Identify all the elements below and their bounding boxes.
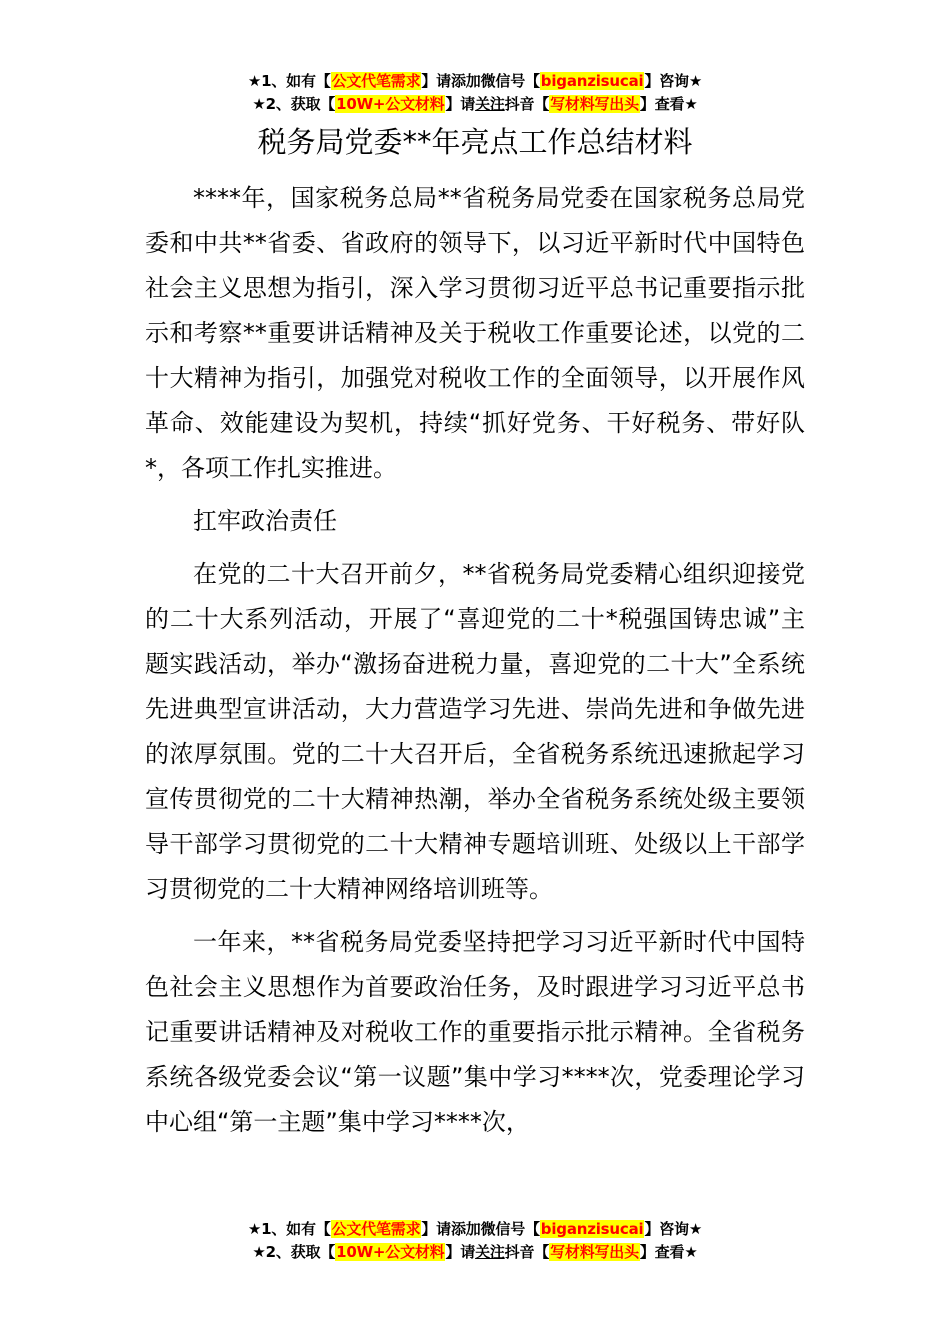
banner-text: 】请	[445, 95, 476, 113]
document-body	[145, 176, 805, 1153]
banner-highlight: 公文代笔需求	[331, 72, 421, 90]
banner-text: ★1、如有【	[247, 72, 331, 90]
paragraph: 在党的二十大召开前夕，**省税务局党委精心组织迎接党的二十大系列活动，开展了“喜迎党的二十*税强国铸忠诚”主题实践活动，举办“激扬奋进税力量，喜迎党的二十大”全系统先进典型宣讲活动，大力营造学习先进、崇尚先进和争做先进的浓厚氛围。党的二十大召开后，全省税务系统迅速掀起学习宣传贯彻党的二十大精神热潮，举办全省税务系统处级主要领导干部学习贯彻党的二十大精神专题培训班、处级以上干部学习贯彻党的二十大精神网络培训班等。	[145, 560, 805, 903]
footer-banner-line-1	[0, 1218, 950, 1241]
header-banner	[0, 70, 950, 116]
banner-highlight: 写材料写出头	[550, 95, 639, 113]
banner-text: 】咨询★	[644, 72, 703, 90]
banner-emphasis: 添加	[450, 1220, 481, 1238]
banner-highlight: 公文代笔需求	[331, 1220, 421, 1238]
banner-emphasis: 关注	[475, 1243, 505, 1261]
banner-highlight: 写材料写出头	[550, 1243, 639, 1261]
banner-text: 】查看★	[639, 1243, 698, 1261]
banner-text: ★2、获取【	[252, 1243, 336, 1261]
banner-emphasis: 添加	[450, 72, 481, 90]
header-banner-line-2	[0, 93, 950, 116]
banner-emphasis: 关注	[475, 95, 505, 113]
paragraph: ****年，国家税务总局**省税务局党委在国家税务总局党委和中共**省委、省政府的领导下，以习近平新时代中国特色社会主义思想为指引，深入学习贯彻习近平总书记重要指示批示和考察**重要讲话精神及关于税收工作重要论述，以党的二十大精神为指引，加强党对税收工作的全面领导，以开展作风革命、效能建设为契机，持续“抓好党务、干好税务、带好队*，各项工作扎实推进。	[145, 184, 805, 482]
banner-highlight: 10W+公文材料	[336, 95, 445, 113]
banner-text: ★1、如有【	[247, 1220, 331, 1238]
banner-text: 】查看★	[639, 95, 698, 113]
banner-text: 微信号【	[480, 1220, 540, 1238]
banner-text: 】请	[445, 1243, 476, 1261]
paragraph: 一年来，**省税务局党委坚持把学习习近平新时代中国特色社会主义思想作为首要政治任务，及时跟进学习习近平总书记重要讲话精神及对税收工作的重要指示批示精神。全省税务系统各级党委会议“第一议题”集中学习****次，党委理论学习中心组“第一主题”集中学习****次，	[145, 928, 805, 1136]
banner-text: 微信号【	[480, 72, 540, 90]
footer-banner	[0, 1218, 950, 1264]
banner-highlight: biganzisucai	[540, 1220, 644, 1238]
header-banner-line-1	[0, 70, 950, 93]
banner-text: 】请	[421, 1220, 451, 1238]
document-title: 税务局党委**年亮点工作总结材料	[257, 125, 693, 159]
banner-text: ★2、获取【	[252, 95, 336, 113]
banner-text: 】请	[421, 72, 451, 90]
banner-highlight: biganzisucai	[540, 72, 644, 90]
banner-text: 抖音【	[504, 1243, 550, 1261]
banner-text: 】咨询★	[644, 1220, 703, 1238]
section-heading: 扛牢政治责任	[193, 507, 337, 535]
banner-text: 抖音【	[504, 95, 550, 113]
banner-highlight: 10W+公文材料	[336, 1243, 445, 1261]
footer-banner-line-2	[0, 1241, 950, 1264]
